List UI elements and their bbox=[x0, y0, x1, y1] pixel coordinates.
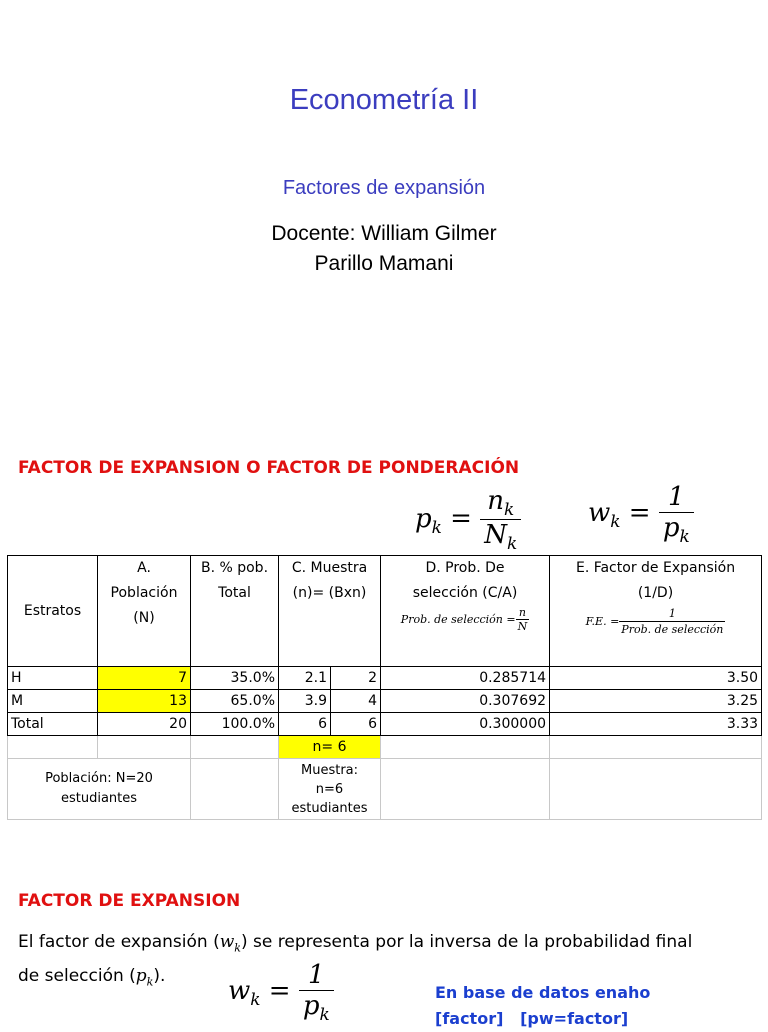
row-sample: 6 bbox=[331, 713, 381, 736]
teacher-info bbox=[0, 219, 768, 279]
formula-p-k: $p_k$ = $\frac{n_k}{N_k}$ bbox=[415, 486, 521, 553]
sample-note: Muestra: n=6 estudiantes bbox=[279, 759, 381, 820]
section-heading-ponderacion: FACTOR DE EXPANSION O FACTOR DE PONDERACIÓN bbox=[18, 458, 520, 478]
formula-w-lhs: $w_k$ bbox=[588, 498, 621, 532]
section-heading-expansion: FACTOR DE EXPANSION bbox=[18, 891, 241, 911]
row-label: M bbox=[8, 690, 98, 713]
sample-size-label: n= 6 bbox=[279, 736, 381, 759]
expansion-factor-formula: F.E. = $\frac{1}{\text{Prob. de selección}}$ bbox=[585, 607, 724, 636]
row-sample-raw: 6 bbox=[279, 713, 331, 736]
enaho-note bbox=[435, 980, 650, 1032]
header-sample: C. Muestra (n)= (Bxn) bbox=[279, 556, 381, 667]
probability-formula: Prob. de selección = $\frac{n}{N}$ bbox=[400, 606, 528, 633]
formula-w-k-definition: $w_k$ = $\frac{1}{p_k}$ bbox=[228, 960, 334, 1024]
formula-p-fraction: $\frac{n_k}{N_k}$ bbox=[480, 486, 521, 553]
header-probability: D. Prob. De selección (C/A) Prob. de selección = $\frac{n}{N}$ bbox=[381, 556, 550, 667]
expansion-factor-table bbox=[7, 555, 762, 820]
formula-w-fraction: $\frac{1}{p_k}$ bbox=[659, 482, 694, 546]
enaho-line-1: En base de datos enaho bbox=[435, 983, 651, 1002]
row-pct: 100.0% bbox=[191, 713, 279, 736]
row-sample: 2 bbox=[331, 667, 381, 690]
row-factor: 3.25 bbox=[550, 690, 762, 713]
row-population: 13 bbox=[98, 690, 191, 713]
header-expansion-factor: E. Factor de Expansión (1/D) F.E. = $\frac{1}{\text{Prob. de selección}}$ bbox=[550, 556, 762, 667]
row-sample-raw: 3.9 bbox=[279, 690, 331, 713]
population-note: Población: N=20 estudiantes bbox=[8, 759, 191, 820]
enaho-line-2: [factor] [pw=factor] bbox=[435, 1009, 629, 1028]
notes-row bbox=[8, 759, 762, 820]
table-row bbox=[8, 667, 762, 690]
page-title: Econometría II bbox=[289, 84, 479, 116]
row-probability: 0.285714 bbox=[381, 667, 550, 690]
table-row bbox=[8, 713, 762, 736]
row-factor: 3.33 bbox=[550, 713, 762, 736]
row-pct: 35.0% bbox=[191, 667, 279, 690]
row-probability: 0.307692 bbox=[381, 690, 550, 713]
header-pct-population: B. % pob. Total bbox=[191, 556, 279, 667]
row-label: Total bbox=[8, 713, 98, 736]
row-population: 7 bbox=[98, 667, 191, 690]
row-sample: 4 bbox=[331, 690, 381, 713]
row-pct: 65.0% bbox=[191, 690, 279, 713]
definition-paragraph: El factor de expansión $(w_k)$ se representa por la inversa de la probabilidad final de selección $(p_k)$. bbox=[18, 932, 693, 989]
teacher-line-1: Docente: William Gilmer bbox=[271, 222, 497, 245]
row-label: H bbox=[8, 667, 98, 690]
page-subtitle: Factores de expansión bbox=[282, 177, 486, 199]
header-strata: Estratos bbox=[8, 556, 98, 667]
teacher-line-2: Parillo Mamani bbox=[314, 252, 454, 275]
row-sample-raw: 2.1 bbox=[279, 667, 331, 690]
formula-w-k: $w_k$ = $\frac{1}{p_k}$ bbox=[588, 482, 694, 546]
formula-w-lhs: $w_k$ bbox=[228, 976, 261, 1010]
formula-p-lhs: $p_k$ bbox=[415, 503, 442, 537]
row-probability: 0.300000 bbox=[381, 713, 550, 736]
header-population: A. Población (N) bbox=[98, 556, 191, 667]
table-header-row bbox=[8, 556, 762, 667]
sample-size-row bbox=[8, 736, 762, 759]
table-row bbox=[8, 690, 762, 713]
formula-w-fraction: $\frac{1}{p_k}$ bbox=[299, 960, 334, 1024]
row-population: 20 bbox=[98, 713, 191, 736]
row-factor: 3.50 bbox=[550, 667, 762, 690]
